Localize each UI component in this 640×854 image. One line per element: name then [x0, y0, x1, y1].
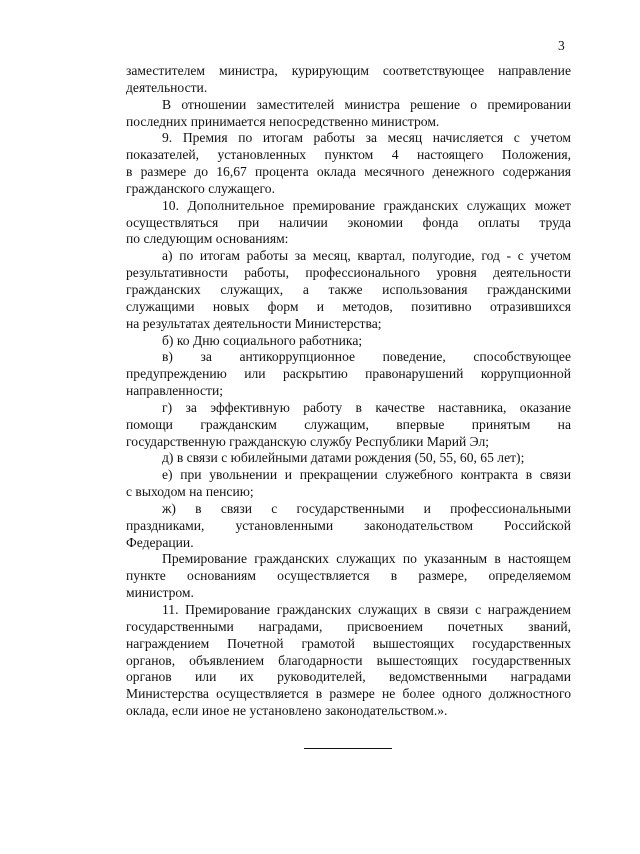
- text-line: осуществляться при наличии экономии фонда оплаты труда: [126, 214, 571, 230]
- text-line: гражданского служащего.: [126, 180, 275, 196]
- text-line: гражданских служащих, а также использования гражданскими: [126, 281, 571, 297]
- text-line: а) по итогам работы за месяц, квартал, полугодие, год - с учетом: [162, 248, 571, 264]
- text-line: помощи гражданским служащим, впервые принятым на: [126, 416, 571, 432]
- text-line: государственную гражданскую службу Республики Марий Эл;: [126, 433, 490, 449]
- text-line: 11. Премирование гражданских служащих в связи с награждением: [162, 602, 571, 617]
- text-line: оклада, если иное не установлено законодательством.».: [126, 703, 448, 719]
- text-line: в размере до 16,67 процента оклада месячного денежного содержания: [126, 164, 571, 180]
- page-number: 3: [558, 38, 565, 53]
- text-line: Министерства осуществляется в размере не более одного должностного: [126, 686, 571, 702]
- closing-rule: [304, 748, 392, 749]
- text-line: органов или их руководителей, ведомственными наградами: [126, 669, 571, 685]
- text-line: 9. Премия по итогам работы за месяц начисляется с учетом: [162, 130, 571, 146]
- text-line: 10. Дополнительное премирование гражданских служащих может: [162, 197, 571, 213]
- text-line: пункте основаниям осуществляется в размере, определяемом: [126, 568, 571, 584]
- text-line: д) в связи с юбилейными датами рождения (50, 55, 60, 65 лет);: [162, 450, 525, 466]
- text-line: В отношении заместителей министра решение о премировании: [162, 96, 571, 112]
- text-line: показателей, установленных пунктом 4 настоящего Положения,: [126, 147, 571, 163]
- document-body: [126, 63, 571, 720]
- text-line: служащими новых форм и методов, позитивно отразившихся: [126, 298, 571, 314]
- text-line: органов, объявлением благодарности вышестоящих государственных: [126, 652, 571, 668]
- text-line: деятельности.: [126, 79, 208, 95]
- text-line: результативности работы, профессионального уровня деятельности: [126, 265, 571, 281]
- text-line: с выходом на пенсию;: [126, 484, 254, 500]
- text-line: е) при увольнении и прекращении служебного контракта в связи: [162, 467, 571, 483]
- text-line: праздниками, установленными законодательством Российской: [126, 517, 571, 533]
- text-line: на результатах деятельности Министерства;: [126, 315, 382, 331]
- text-line: последних принимается непосредственно министром.: [126, 113, 440, 129]
- text-line: предупреждению или раскрытию правонарушений коррупционной: [126, 366, 571, 382]
- text-line: Премирование гражданских служащих по указанным в настоящем: [162, 551, 571, 567]
- text-line: заместителем министра, курирующим соответствующее направление: [126, 63, 571, 78]
- text-line: г) за эффективную работу в качестве наставника, оказание: [162, 399, 571, 415]
- text-line: б) ко Дню социального работника;: [162, 332, 363, 348]
- text-line: Федерации.: [126, 534, 194, 550]
- text-line: государственными наградами, присвоением почетных званий,: [126, 618, 571, 634]
- text-line: ж) в связи с государственными и профессиональными: [162, 500, 571, 516]
- text-line: по следующим основаниям:: [126, 231, 289, 247]
- text-line: награждением Почетной грамотой вышестоящих государственных: [126, 635, 571, 651]
- text-line: направленности;: [126, 383, 224, 399]
- text-line: министром.: [126, 585, 194, 601]
- text-line: в) за антикоррупционное поведение, способствующее: [162, 349, 571, 365]
